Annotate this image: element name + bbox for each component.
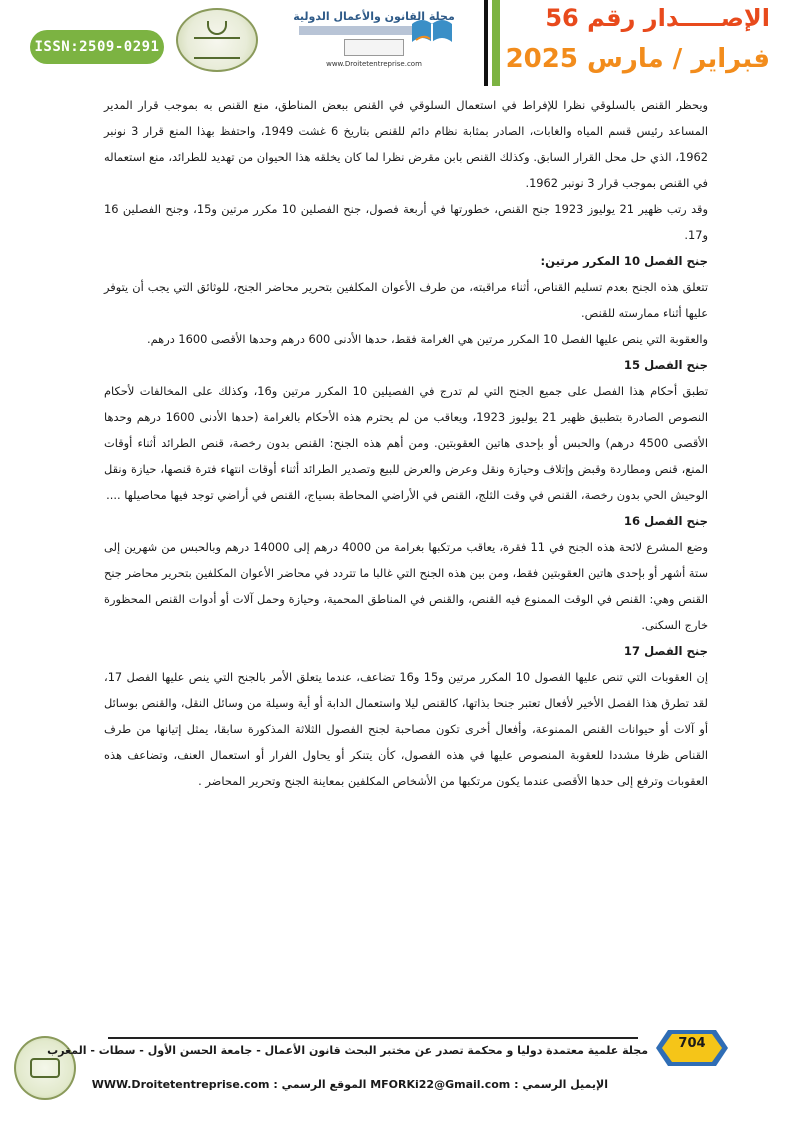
paragraph: والعقوبة التي ينص عليها الفصل 10 المكرر مرتين هي الغرامة فقط، حدها الأدنى 600 درهم وحدها الأقصى 1600 درهم. (146, 332, 708, 346)
issue-date: فبراير / مارس 2025 (505, 44, 770, 74)
header-website: www.Droitetentreprise.com (326, 60, 422, 68)
paragraph: وضع المشرع لائحة هذه الجنح في 11 فقرة، يعاقب مرتكبها بغرامة من 4000 درهم إلى 14000 درهم وبالحبس من شهرين إلى ستة أشهر أو بإحدى هاتين العقوبتين فقط، ومن بين هذه الجنح التي غالبا ما تتردد في محاضر الأعوان المكلفين بتحرير محاضر جنح القنص وهي: القنص في الوقت الممنوع فيه القنص، والقنص في المناطق المحمية، وحيازة وحمل آلات أو أدوات القنص المحظورة خارج السكنى. (104, 540, 708, 632)
paragraph: وقد رتب ظهير 21 يوليوز 1923 جنح القنص، خطورتها في أربعة فصول، جنح الفصلين 10 مكرر مرتين و15، وجنح الفصلين 16 و17. (104, 202, 708, 242)
paragraph: تتعلق هذه الجنح بعدم تسليم القناص، أثناء مراقبته، من طرف الأعوان المكلفين بتحرير محاضر الجنح، للوثائق التي يجب أن يتوفر عليها أثناء ممارسته للقنص. (104, 280, 708, 320)
seal-ribbon (194, 37, 240, 59)
paragraph: ويحظر القنص بالسلوقي نظرا للإفراط في استعمال السلوقي في القنص ببعض المناطق، منع القنص به بموجب قرار المدير المساعد رئيس قسم المياه والغابات، الصادر بمثابة نظام دائم للقنص بتاريخ 6 غشت 1949، واحتفظ بهذا المنع قرار 3 نونبر 1962، الذي حل محل القرار السابق. وكذلك القنص بابن مقرض نظرا لما كان يخلقه هذا الحيوان من تهديد للطرائد، منع استعماله في القنص بموجب قرار 3 نونبر 1962. (104, 98, 708, 190)
paragraph: تطبق أحكام هذا الفصل على جميع الجنح التي لم تدرج في الفصيلين 10 المكرر مرتين و16، وكذلك على المخالفات لأحكام النصوص الصادرة بتطبيق ظهير 21 يوليوز 1923، ويعاقب من لم يحترم هذه الأحكام بالغرامة (حدها الأدنى 1600 درهم وحدها الأقصى 4500 درهم) والحبس أو بإحدى هاتين العقوبتين. ومن أهم هذه الجنح: القنص بدون رخصة، قنص الطرائد أثناء أوقات المنع، قنص ومطاردة وقبض وإتلاف وحيازة ونقل وعرض والعرض للبيع وتصدير الطرائد أثناء أوقات انتهاء فترة قنصها، حيازة ونقل الوحيش الحي بدون رخصة، القنص في وقت الثلج، القنص في الأراضي المحاطة بسياج، القنص في أراضي توجد فيها محاصيلها .... (104, 384, 708, 502)
university-logo (344, 39, 404, 56)
law-lab-seal-logo (176, 8, 258, 72)
section-heading: جنح الفصل 16 (623, 514, 708, 528)
scale-icon (207, 21, 227, 35)
journal-name: مجلة القانون والأعمال الدولية (293, 10, 455, 23)
page-header (0, 0, 794, 86)
issn-badge: ISSN:2509-0291 (30, 30, 164, 64)
issue-number: 56 (545, 4, 579, 32)
footer-contact-info: الإيميل الرسمي : MFORKi22@Gmail.com الموقع الرسمي : WWW.Droitetentreprise.com (91, 1078, 608, 1091)
page-number: 704 (678, 1036, 706, 1051)
book-icon (30, 1058, 60, 1078)
article-body (104, 92, 708, 794)
open-book-icon (408, 12, 456, 52)
section-heading: جنح الفصل 17 (623, 644, 708, 658)
paragraph: إن العقوبات التي تنص عليها الفصول 10 المكرر مرتين و15 و16 تضاعف، عندما يتعلق الأمر بالجنح التي ينص عليها الفصل 17، لقد تطرق هذا الفصل الأخير لأفعال تعتبر جنحا بذاتها، كالقنص ليلا واستعمال الدابة أو أية وسيلة من وسائل النقل، والقنص بوسائل أو آلات أو حيوانات القنص الممنوعة، وأفعال أخرى تكون مصاحبة لجنح الفصول الثلاثة المذكورة سابقا، يمثل إتيانها من طرف القناص ظرفا مشددا للعقوبة المنصوص عليها في هذه الفصول، كأن يتنكر أو يحاول الفرار أو استعمال العنف، وتضاعف هذه العقوبات وترفع إلى حدها الأقصى عندما يكون مرتكبها من الأشخاص المكلفين بمعاينة الجنح وتحرير المحاضر . (104, 670, 708, 788)
issue-number-title (500, 4, 770, 44)
footer-divider (108, 1037, 638, 1039)
issue-label: الإصـــــدار رقم (587, 4, 770, 32)
section-heading: جنح الفصل 15 (623, 358, 708, 372)
section-heading: جنح الفصل 10 المكرر مرتين: (540, 254, 708, 268)
footer-journal-description: مجلة علمية معتمدة دوليا و محكمة تصدر عن مختبر البحث قانون الأعمال - جامعة الحسن الأول - سطات - المغرب (47, 1044, 648, 1057)
